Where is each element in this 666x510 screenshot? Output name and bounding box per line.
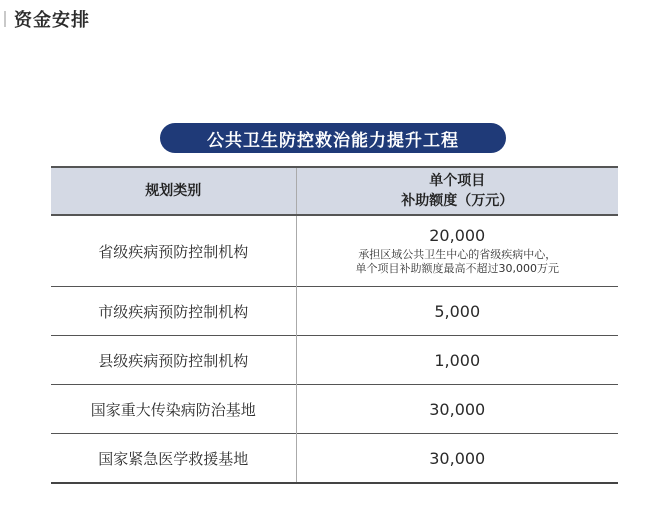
row-note-line2: 单个项目补助额度最高不超过30,000万元	[355, 262, 559, 275]
table-header-row	[51, 167, 618, 215]
table-title: 公共卫生防控救治能力提升工程	[207, 130, 459, 151]
funding-table	[51, 166, 618, 484]
table-title-banner	[160, 123, 506, 153]
table-row	[51, 434, 618, 484]
row-amount: 30,000	[429, 448, 486, 468]
column-header-category: 规划类别	[51, 167, 296, 215]
row-amount: 5,000	[434, 301, 481, 321]
column-header-amount	[296, 167, 618, 215]
table-row	[51, 215, 618, 287]
table-row	[51, 385, 618, 434]
row-category: 国家重大传染病防治基地	[51, 385, 296, 434]
table-row	[51, 336, 618, 385]
row-category: 县级疾病预防控制机构	[51, 336, 296, 385]
page-header	[0, 4, 90, 34]
row-amount: 1,000	[434, 350, 481, 370]
row-category: 省级疾病预防控制机构	[51, 215, 296, 287]
funding-table-container	[51, 166, 618, 484]
column-header-amount-line2: 补助额度（万元）	[401, 193, 514, 209]
page-title: 资金安排	[14, 10, 90, 31]
row-amount: 30,000	[429, 399, 486, 419]
header-accent-bar	[4, 11, 6, 27]
column-header-amount-line1: 单个项目	[429, 173, 486, 189]
table-row	[51, 287, 618, 336]
row-category: 市级疾病预防控制机构	[51, 287, 296, 336]
row-note-line1: 承担区域公共卫生中心的省级疾病中心，	[358, 248, 557, 261]
row-amount-cell	[296, 215, 618, 287]
row-category: 国家紧急医学救援基地	[51, 434, 296, 484]
row-amount: 20,000	[429, 226, 486, 245]
